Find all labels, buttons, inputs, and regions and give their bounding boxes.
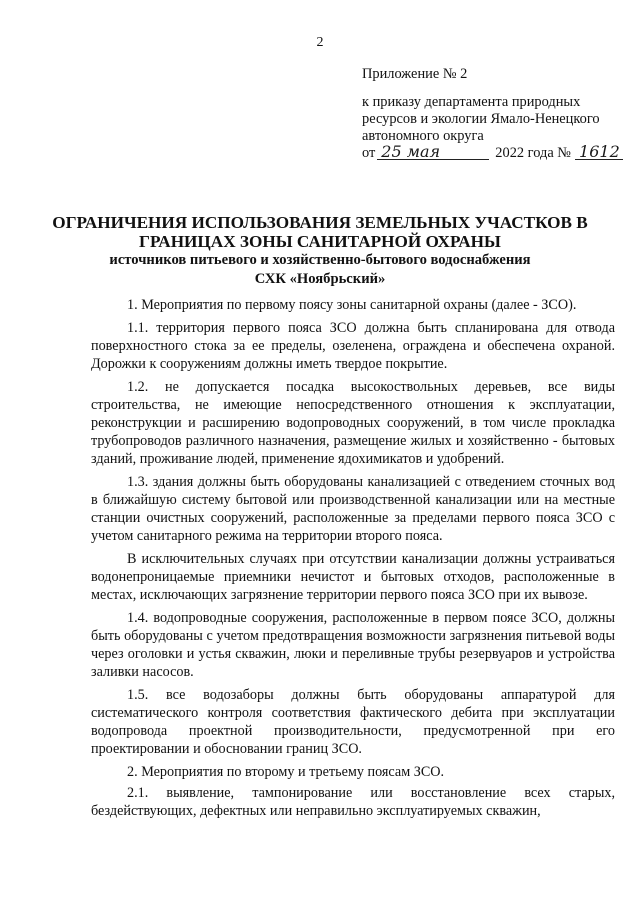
paragraph: 1.2. не допускается посадка высокоствольных деревьев, все виды строительства, не имеющие непосредственного отношения к эксплуатации, реконструкции и расширению водопроводных сооружений, в том числе прокладка трубопроводов различного назначения, размещение жилых и хозяйственно - бытовых зданий, проживание людей, применение ядохимикатов и удобрений. — [91, 379, 615, 467]
page-number: 2 — [316, 35, 324, 50]
paragraph: 1.1. территория первого пояса ЗСО должна быть спланирована для отвода поверхностного стока за ее пределы, озеленена, ограждена и обеспечена охраной. Дорожки к сооружениям должны иметь твердое покрытие. — [91, 320, 615, 372]
appendix-date-line — [362, 142, 623, 162]
paragraph: 2. Мероприятия по второму и третьему поясам ЗСО. — [127, 764, 445, 780]
document-title — [0, 213, 640, 289]
paragraph: 1.4. водопроводные сооружения, расположенные в первом поясе ЗСО, должны быть оборудованы с учетом предотвращения возможности загрязнения питьевой воды через оголовки и устья скважин, люки и переливные трубы резервуаров и устройства заливки насосов. — [91, 610, 615, 680]
title-line-4: СХК «Ноябрьский» — [254, 271, 386, 287]
paragraph: В исключительных случаях при отсутствии канализации должны устраиваться водонепроницаемые приемники нечистот и бытовых отходов, расположенные в местах, исключающих загрязнение территории первого пояса ЗСО при их вывозе. — [91, 551, 615, 603]
year-text: 2022 года № — [495, 145, 572, 161]
appendix-order-line: к приказу департамента природных — [362, 94, 581, 110]
paragraph: 1. Мероприятия по первому поясу зоны санитарной охраны (далее - ЗСО). — [127, 297, 577, 313]
paragraph: 1.5. все водозаборы должны быть оборудованы аппаратурой для систематического контроля соответствия фактического дебита при эксплуатации водопровода проектной производительности, предусмотренной при его проектировании и обосновании границ ЗСО. — [91, 687, 615, 757]
appendix-title: Приложение № 2 — [362, 66, 468, 82]
title-line-1: ОГРАНИЧЕНИЯ ИСПОЛЬЗОВАНИЯ ЗЕМЕЛЬНЫХ УЧАСТКОВ В — [52, 213, 588, 232]
date-prefix: от — [362, 145, 376, 161]
document-body — [91, 296, 615, 825]
appendix-block — [362, 66, 623, 162]
appendix-region-line: автономного округа — [362, 128, 484, 144]
handwritten-order-number: 1612 — [575, 145, 623, 160]
title-line-3: источников питьевого и хозяйственно-бытового водоснабжения — [109, 252, 531, 268]
handwritten-date: 25 мая — [377, 145, 489, 160]
paragraph: 1.3. здания должны быть оборудованы канализацией с отведением сточных вод в ближайшую систему бытовой или производственной канализации или на местные станции очистных сооружений, расположенные за пределами первого пояса ЗСО с учетом санитарного режима на территории второго пояса. — [91, 474, 615, 544]
title-line-2: ГРАНИЦАХ ЗОНЫ САНИТАРНОЙ ОХРАНЫ — [139, 232, 501, 251]
paragraph: 2.1. выявление, тампонирование или восстановление всех старых, бездействующих, дефектных или неправильно эксплуатируемых скважин, — [91, 785, 615, 819]
appendix-department-line: ресурсов и экологии Ямало-Ненецкого — [362, 111, 600, 127]
